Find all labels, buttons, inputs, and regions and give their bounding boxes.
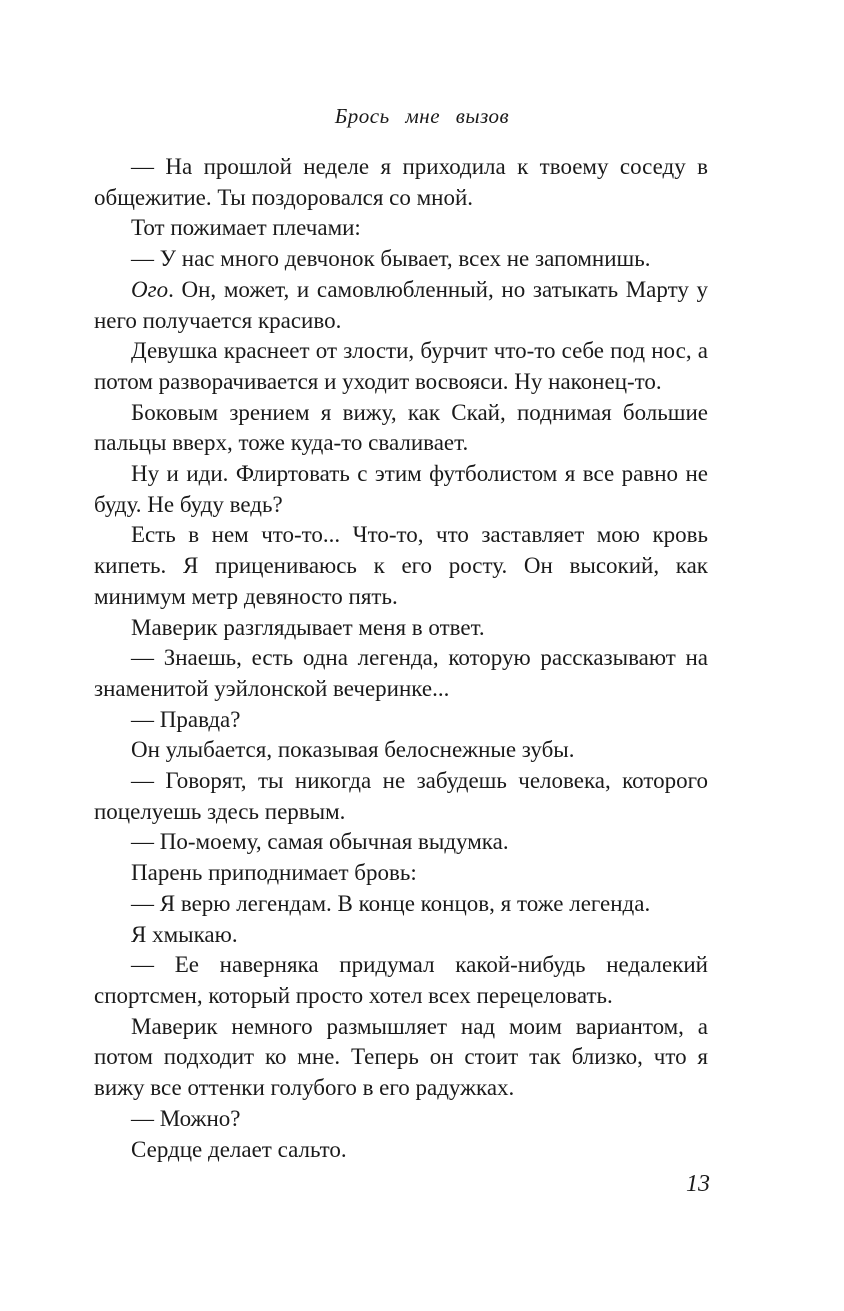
paragraph: Я хмыкаю. [131, 921, 238, 947]
paragraph: Парень приподнимает бровь: [131, 860, 417, 886]
paragraph: — У нас много девчонок бывает, всех не запомнишь. [131, 246, 651, 272]
paragraph: Есть в нем что-то... Что-то, что заставляет мою кровь кипеть. Я прицениваюсь к его росту. Он высокий, как минимум метр девяносто пять. [94, 522, 708, 609]
paragraph: Боковым зрением я вижу, как Скай, поднимая большие пальцы вверх, тоже куда-то сваливает. [94, 399, 708, 456]
paragraph: Маверик разглядывает меня в ответ. [131, 614, 485, 640]
paragraph: — Можно? [131, 1105, 241, 1131]
paragraph: — По-моему, самая обычная выдумка. [131, 829, 509, 855]
paragraph: — Говорят, ты никогда не забудешь человека, которого поцелуешь здесь первым. [94, 768, 708, 824]
paragraph: Сердце делает сальто. [131, 1136, 347, 1162]
paragraph-italic-word: Ого [131, 276, 169, 302]
paragraph: Тот пожимает плечами: [131, 215, 361, 241]
paragraph: — Ее наверняка придумал какой-нибудь недалекий спортсмен, который просто хотел всех перецеловать. [94, 952, 708, 1008]
paragraph: Он улыбается, показывая белоснежные зубы. [131, 737, 575, 763]
page-number: 13 [686, 1171, 710, 1197]
paragraph: Девушка краснеет от злости, бурчит что-то себе под нос, а потом разворачивается и уходит восвояси. Ну наконец-то. [94, 338, 708, 394]
paragraph: Ну и иди. Флиртовать с этим футболистом я все равно не буду. Не буду ведь? [94, 461, 708, 517]
paragraph-text: . Он, может, и самовлюбленный, но затыкать Марту у него получается красиво. [94, 276, 708, 333]
paragraph: — На прошлой неделе я приходила к твоему соседу в общежитие. Ты поздоровался со мной. [94, 154, 708, 210]
paragraph: — Я верю легендам. В конце концов, я тоже легенда. [131, 890, 651, 916]
paragraph [94, 275, 708, 336]
paragraph: Маверик немного размышляет над моим вариантом, а потом подходит ко мне. Теперь он стоит так близко, что я вижу все оттенки голубого в его радужках. [94, 1013, 708, 1101]
body-text [94, 152, 708, 1165]
paragraph: — Правда? [131, 706, 241, 732]
running-head: Брось мне вызов [334, 104, 510, 128]
paragraph: — Знаешь, есть одна легенда, которую рассказывают на знаменитой уэйлонской вечеринке... [94, 645, 708, 701]
